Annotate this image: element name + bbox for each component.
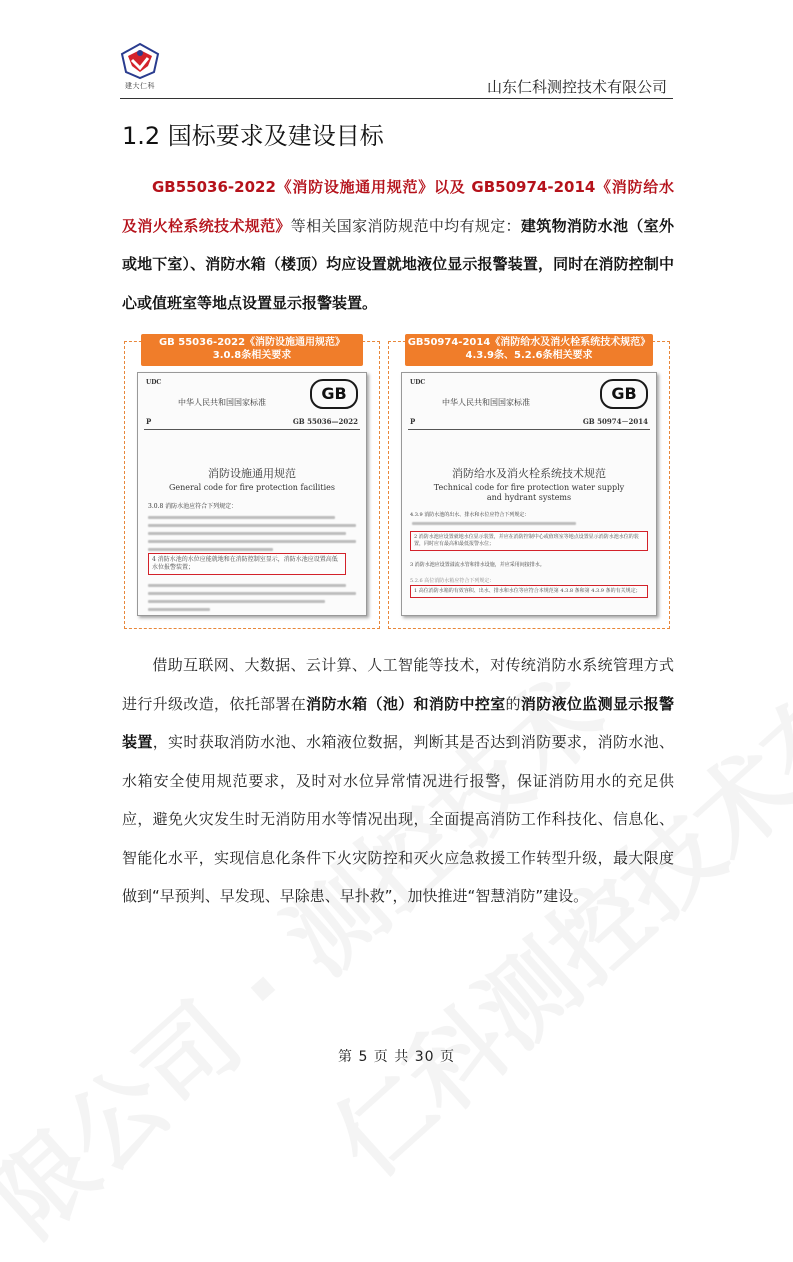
section-title: 1.2 国标要求及建设目标 [122,122,384,150]
standard-number: GB 55036—2022 [292,417,358,426]
paragraph-goals [122,646,674,916]
doc-clause: 5.2.6 高位消防水箱应符合下列规定： [410,578,495,584]
goals-bold-location: 消防水箱（池）和消防中控室 [306,694,506,713]
badge-title: GB50974-2014《消防给水及消火栓系统技术规范》 [407,337,651,348]
goals-text: 的 [505,694,521,713]
doc-en-title: Technical code for fire protection water supply and hydrant systems [433,483,625,502]
paragraph-standards [122,168,674,322]
p-label: P [410,417,416,426]
standard-document-image [401,372,657,616]
requirement-text: 建筑物消防水池（室外或地下室）、消防水箱（楼顶）均应设置就地液位显示报警装置，同时在消防控制中心或值班室等地点设置显示报警装置。 [122,216,674,312]
highlighted-clause: 4 消防水池的水位应能就地和在消防控制室显示，消防水池应设置高低水位报警装置； [148,553,346,575]
doc-clause: 4.3.9 消防水池的出水、排水和水位应符合下列规定： [410,512,530,518]
goals-bold-device: 消防液位监测显示报警装置 [122,694,674,751]
goals-text: 借助互联网、大数据、云计算、人工智能等技术，对传统消防水系统管理方式进行升级改造，依托部署在 [122,656,674,713]
company-logo [118,42,162,91]
doc-divider [144,429,360,430]
doc-cn-title: 消防设施通用规范 [208,467,296,480]
badge-title: GB 55036-2022《消防设施通用规范》 [158,337,346,348]
blurred-text [148,579,356,616]
doc-clause: 3.0.8 消防水池应符合下列规定： [148,503,238,510]
logo-emblem-icon [120,42,160,80]
standard-document-image [137,372,367,616]
udc-label: UDC [146,379,162,386]
gb-logo-icon: GB [600,379,648,409]
standard-label: 中华人民共和国国家标准 [442,398,530,407]
blurred-text [148,511,356,556]
badge-subtitle: 4.3.9条、5.2.6条相关要求 [465,350,593,361]
doc-cn-title: 消防给水及消火栓系统技术规范 [452,467,606,480]
logo-text: 建大仁科 [125,82,155,90]
highlighted-clause: 2 消防水池应设置就地水位显示装置，并应在消防控制中心或值班室等地点设置显示消防水池水位的装置，同时应有最高和最低报警水位； [410,531,648,551]
figure-gb50974 [388,337,670,629]
doc-item: 3 消防水池应设置溢流水管和排水设施，并应采用间接排水。 [410,562,545,568]
highlighted-clause: 1 高位消防水箱的有效容积、出水、排水和水位等应符合本规范第 4.3.8 条和第 4.3.9 条的有关规定； [410,585,648,598]
badge-subtitle: 3.0.8条相关要求 [212,350,292,361]
paragraph-normal-text: 等相关国家消防规范中均有规定： [290,216,521,235]
figure-badge [141,334,363,366]
standard-number: GB 50974－2014 [582,417,648,426]
standards-reference: GB55036-2022《消防设施通用规范》以及 GB50974-2014《消防给水及消火栓系统技术规范》 [122,178,674,235]
p-label: P [146,417,152,426]
figure-badge [405,334,653,366]
figure-gb55036 [124,337,380,629]
doc-en-title: General code for fire protection facilities [169,483,335,492]
gb-logo-icon: GB [310,379,358,409]
company-name: 山东仁科测控技术有限公司 [486,78,667,96]
header-divider [120,98,673,99]
blurred-text [412,517,646,530]
page-number: 第 5 页 共 30 页 [338,1049,455,1065]
udc-label: UDC [410,379,426,386]
doc-divider [408,429,650,430]
goals-text: ，实时获取消防水池、水箱液位数据，判断其是否达到消防要求，消防水池、水箱安全使用规范要求，及时对水位异常情况进行报警，保证消防用水的充足供应，避免火灾发生时无消防用水等情况出现，全面提高消防工作科技化、信息化、智能化水平，实现信息化条件下火灾防控和灭火应急救援工作转型升级，最大限度做到“早预判、早发现、早除患、早扑救”，加快推进“智慧消防”建设。 [122,733,674,905]
standard-label: 中华人民共和国国家标准 [178,398,266,407]
